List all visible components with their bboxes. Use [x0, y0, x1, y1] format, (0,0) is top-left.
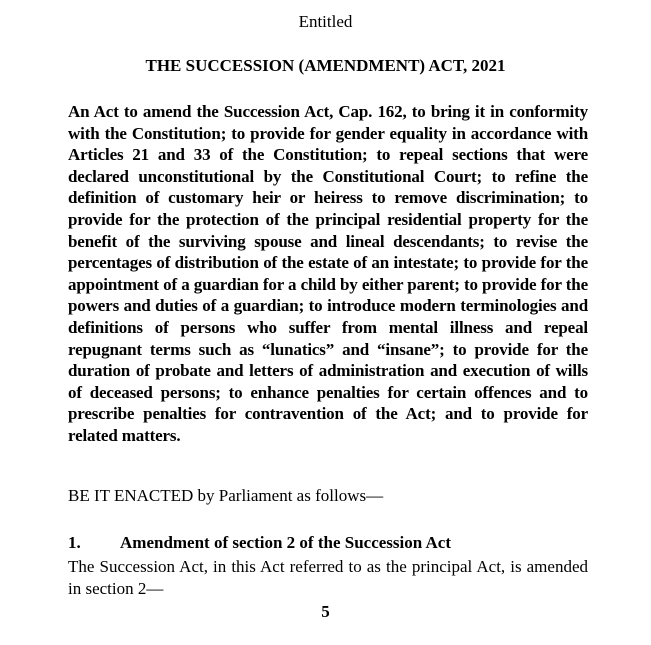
entitled-label: Entitled [298, 12, 353, 31]
enacting-formula: BE IT ENACTED by Parliament as follows— [68, 486, 384, 505]
section-number: 1. [68, 533, 81, 552]
page-number: 5 [321, 602, 330, 621]
section-body-text: The Succession Act, in this Act referred to as the principal Act, is amended in section 2— [68, 557, 588, 598]
act-title: THE SUCCESSION (AMENDMENT) ACT, 2021 [145, 56, 506, 75]
section-heading-text: Amendment of section 2 of the Succession Act [120, 533, 451, 552]
long-title-paragraph: An Act to amend the Succession Act, Cap. 162, to bring it in conformity with the Constitution; to provide for gender equality in accordance with Articles 21 and 33 of the Constitution; to repeal sections that were declared unconstitutional by the Constitutional Court; to refine the definition of customary heir or heiress to remove discrimination; to provide for the protection of the principal residential property for the benefit of the surviving spouse and lineal descendants; to revise the percentages of distribution of the estate of an intestate; to provide for the appointment of a guardian for a child by either parent; to provide for the powers and duties of a guardian; to introduce modern terminologies and definitions of persons who suffer from mental illness and repeal repugnant terms such as “lunatics” and “insane”; to provide for the duration of probate and letters of administration and execution of wills of deceased persons; to enhance penalties for certain offences and to prescribe penalties for contravention of the Act; and to provide for related matters. [68, 102, 588, 445]
section-heading [68, 533, 588, 553]
